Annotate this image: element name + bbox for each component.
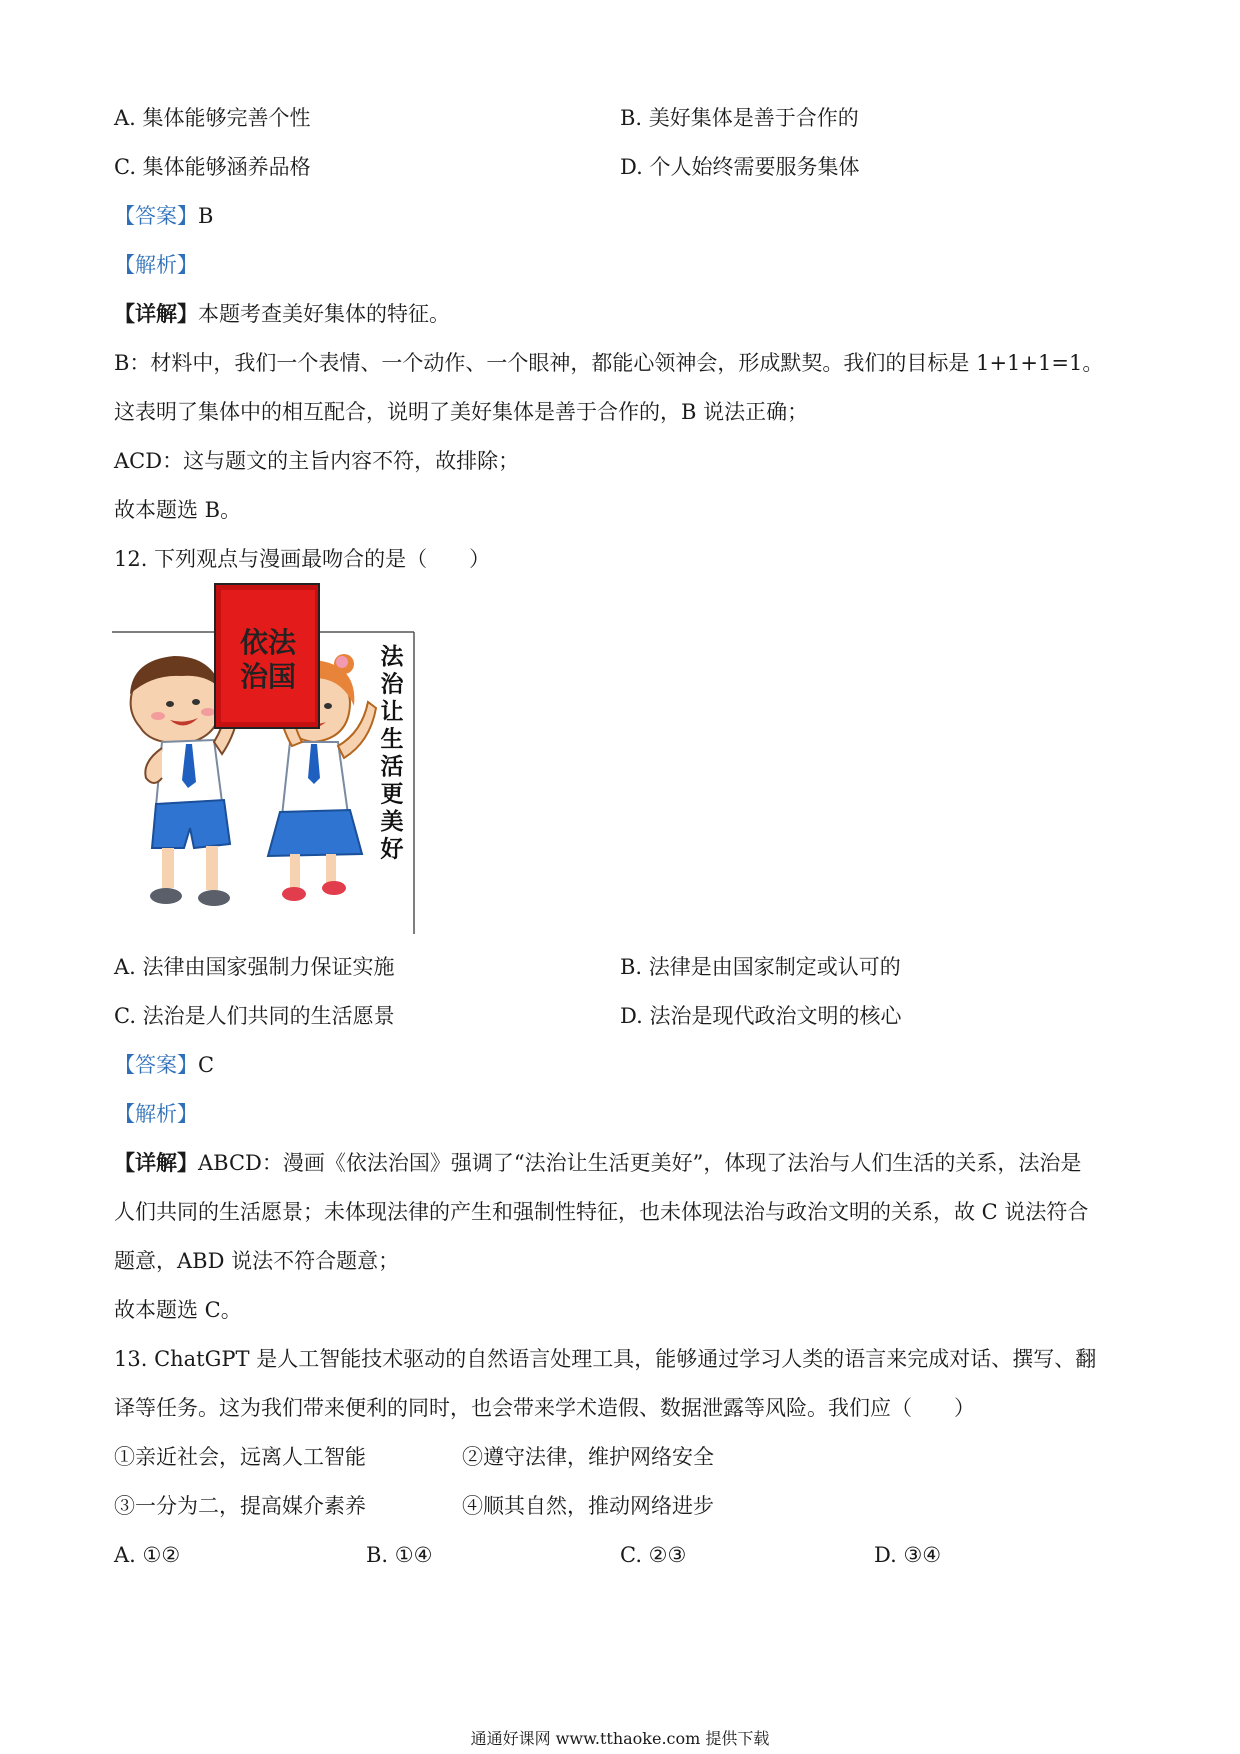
banner-char: 法 [380, 644, 404, 670]
q13-statement-3: ③一分为二，提高媒介素养 [114, 1494, 366, 1518]
vertical-banner-text [381, 644, 405, 863]
q13-stem-line-1: 13. ChatGPT 是人工智能技术驱动的自然语言处理工具，能够通过学习人类的语言来完成对话、撰写、翻 [114, 1347, 1097, 1371]
q12-stem: 12. 下列观点与漫画最吻合的是（ ） [114, 547, 491, 571]
q12-detail-line-1 [114, 1148, 1081, 1178]
q12-answer [114, 1050, 214, 1080]
q12-analysis-tag: 【解析】 [114, 1102, 198, 1126]
q13-statement-1: ①亲近社会，远离人工智能 [114, 1445, 366, 1469]
detail-tag: 【详解】 [114, 301, 198, 326]
answer-value: B [198, 204, 214, 228]
footer-text: 通通好课网 www.tthaoke.com 提供下载 [470, 1729, 770, 1748]
answer-value: C [198, 1053, 215, 1077]
detail-text: ABCD：漫画《依法治国》强调了“法治让生活更美好”，体现了法治与人们生活的关系，法治是 [198, 1151, 1082, 1175]
banner-char: 治 [380, 671, 404, 698]
banner-char: 让 [380, 699, 404, 725]
q13-statement-2: ②遵守法律，维护网络安全 [462, 1445, 714, 1469]
q12-option-a: A. 法律由国家强制力保证实施 [114, 955, 395, 979]
q12-detail-line-2: 人们共同的生活愿景；未体现法律的产生和强制性特征，也未体现法治与政治文明的关系，故 C 说法符合 [114, 1200, 1089, 1224]
q13-stem-line-2: 译等任务。这为我们带来便利的同时，也会带来学术造假、数据泄露等风险。我们应（ ） [114, 1396, 975, 1420]
q13-option-d: D. ③④ [874, 1543, 942, 1567]
banner-char: 更 [380, 781, 404, 808]
q11-detail-line-4: ACD：这与题文的主旨内容不符，故排除； [114, 449, 520, 473]
banner-char: 生 [380, 726, 404, 753]
q11-answer [114, 201, 213, 231]
q12-option-d: D. 法治是现代政治文明的核心 [620, 1004, 902, 1028]
book-text-line-1: 依法 [239, 626, 297, 659]
banner-char: 活 [380, 754, 404, 780]
q13-option-b: B. ①④ [366, 1543, 433, 1567]
q11-option-b: B. 美好集体是善于合作的 [620, 106, 859, 130]
detail-text: 本题考查美好集体的特征。 [198, 302, 450, 326]
q12-option-b: B. 法律是由国家制定或认可的 [620, 955, 901, 979]
q12-detail-line-4: 故本题选 C。 [114, 1298, 242, 1322]
q11-detail-line-1 [114, 299, 450, 329]
banner-char: 美 [380, 809, 404, 835]
q11-detail-line-5: 故本题选 B。 [114, 498, 242, 522]
q12-option-c: C. 法治是人们共同的生活愿景 [114, 1004, 395, 1028]
q11-option-c: C. 集体能够涵养品格 [114, 155, 311, 179]
answer-tag: 【答案】 [114, 204, 198, 228]
q13-option-c: C. ②③ [620, 1543, 687, 1567]
detail-tag: 【详解】 [114, 1150, 198, 1175]
law-cartoon-image [112, 582, 432, 938]
q13-option-a: A. ①② [114, 1543, 181, 1567]
book-icon [215, 584, 319, 728]
q11-option-a: A. 集体能够完善个性 [114, 106, 311, 130]
banner-char: 好 [380, 836, 404, 863]
q12-detail-line-3: 题意，ABD 说法不符合题意； [114, 1249, 400, 1273]
q13-statement-4: ④顺其自然，推动网络进步 [462, 1494, 714, 1518]
answer-tag: 【答案】 [114, 1053, 198, 1077]
book-text-line-2: 治国 [239, 660, 297, 693]
q11-detail-line-2: B：材料中，我们一个表情、一个动作、一个眼神，都能心领神会，形成默契。我们的目标是 1+1+1=1。 [114, 351, 1104, 375]
q11-option-d: D. 个人始终需要服务集体 [620, 155, 860, 179]
q11-analysis-tag: 【解析】 [114, 253, 198, 277]
q11-detail-line-3: 这表明了集体中的相互配合，说明了美好集体是善于合作的，B 说法正确； [114, 400, 809, 424]
